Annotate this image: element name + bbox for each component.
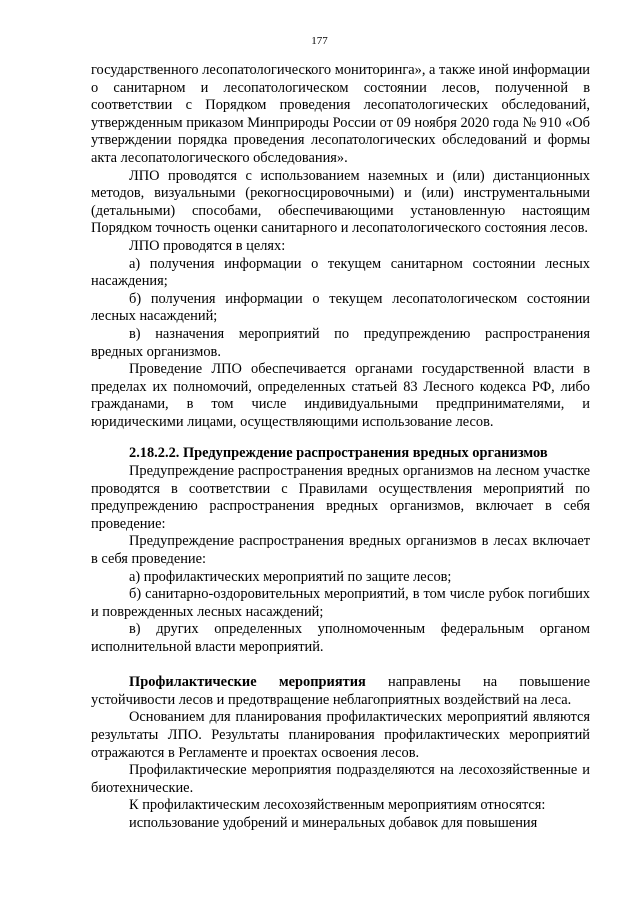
paragraph-monitoring: государственного лесопатологического мониторинга», а также иной информации о санитарном и лесопатологическом состоянии лесов, полученной в соответствии с Порядком проведения лесопатологических обследований, утвержденным приказом Минприроды России от 09 ноября 2020 года № 910 «Об утверждении порядка проведения лесопатологических обследований и формы акта лесопатологического обследования».: [91, 62, 590, 166]
list-item-b: б) получения информации о текущем лесопатологическом состоянии лесных насаждений;: [91, 290, 590, 325]
section-heading: 2.18.2.2. Предупреждение распространения вредных организмов: [129, 445, 548, 462]
paragraph-prophylactic-list: К профилактическим лесохозяйственным мероприятиям относятся:: [129, 797, 546, 814]
paragraph-prevention-forests: Предупреждение распространения вредных организмов в лесах включает в себя проведение:: [91, 533, 590, 568]
prophylactic-term: Профилактические мероприятия: [129, 674, 366, 691]
list-item-a: а) получения информации о текущем санитарном состоянии лесных насаждения;: [91, 255, 590, 290]
paragraph-prophylactic-basis: Основанием для планирования профилактических мероприятий являются результаты ЛПО. Результаты планирования профилактических мероприятий отражаются в Регламенте и проектах освоения лесов.: [91, 709, 590, 761]
prevention-item-a: а) профилактических мероприятий по защите лесов;: [129, 568, 452, 585]
paragraph-lpo-methods: ЛПО проводятся с использованием наземных и (или) дистанционных методов, визуальными (рекогносцировочными) и (или) инструментальными (детальными) способами, обеспечивающими установленную настоящим Порядком точность оценки санитарного и лесопатологического состояния лесов.: [91, 167, 590, 237]
list-item-c: в) назначения мероприятий по предупреждению распространения вредных организмов.: [91, 325, 590, 360]
paragraph-prophylactic-purpose: [91, 674, 590, 709]
document-body: [91, 62, 590, 833]
prophylactic-purpose-text: направлены на повышение устойчивости лесов и предотвращение неблагоприятных воздействий на леса.: [91, 674, 590, 708]
page-number: 177: [311, 35, 328, 47]
paragraph-lpo-provision: Проведение ЛПО обеспечивается органами государственной власти в пределах их полномочий, определенных статьей 83 Лесного кодекса РФ, либо гражданами, в том числе индивидуальными предпринимателями, и юридическими лицами, осуществляющими использование лесов.: [91, 361, 590, 430]
spacer: [91, 657, 590, 675]
paragraph-prevention-rules: Предупреждение распространения вредных организмов на лесном участке проводятся в соответствии с Правилами осуществления мероприятий по предупреждению распространения вредных организмов, включает в себя проведение:: [91, 463, 590, 532]
prevention-item-b: б) санитарно-оздоровительных мероприятий, в том числе рубок погибших и поврежденных лесных насаждений;: [91, 586, 590, 620]
paragraph-lpo-goals: ЛПО проводятся в целях:: [129, 237, 286, 254]
paragraph-fertilizers: использование удобрений и минеральных добавок для повышения: [129, 814, 538, 831]
prevention-item-c: в) других определенных уполномоченным федеральным органом исполнительной власти мероприятий.: [91, 621, 590, 655]
paragraph-prophylactic-types: Профилактические мероприятия подразделяются на лесохозяйственные и биотехнические.: [91, 762, 590, 796]
